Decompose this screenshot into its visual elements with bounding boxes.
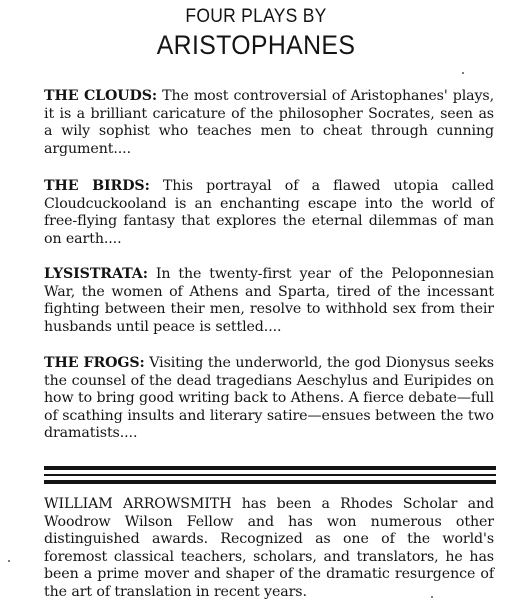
play-description: This portrayal of a flawed utopia called Cloudcuckooland is an enchanting escape into the world of free-flying fantasy that explores the eternal dilemmas of man on earth.... (44, 178, 495, 247)
play-description: The most controversial of Aristophanes' plays, it is a brilliant caricature of the philosopher Socrates, seen as a wily sophist who teaches men to cheat through cunning argument.... (44, 88, 494, 157)
play-name: THE CLOUDS: (44, 88, 158, 104)
divider-rule-bottom (44, 480, 496, 484)
play-entry-clouds (44, 88, 494, 158)
play-entry-frogs (44, 355, 494, 443)
play-name: THE BIRDS: (44, 178, 150, 194)
divider-rule-top (44, 466, 496, 470)
header-title: ARISTOPHANES (156, 30, 356, 60)
play-description: Visiting the underworld, the god Dionysus seeks the counsel of the dead tragedians Aeschylus and Euripides on how to bring good writing back to Athens. A fierce debate—full of scathing insults and literary satire—ensues between the two dramatists.... (44, 355, 494, 442)
translator-bio: WILLIAM ARROWSMITH has been a Rhodes Scholar and Woodrow Wilson Fellow and has won numerous other distinguished awards. Recognized as one of the world's foremost classical teachers, scholars, and translators, he has been a prime mover and shaper of the dramatic resurgence of the art of translation in recent years. (44, 496, 494, 600)
header-subtitle: FOUR PLAYS BY (185, 6, 327, 27)
play-name: LYSISTRATA: (44, 266, 148, 282)
play-entry-birds (44, 178, 494, 248)
print-speck (8, 560, 10, 562)
play-description: In the twenty-first year of the Peloponnesian War, the women of Athens and Sparta, tired of the incessant fighting between their men, resolve to withhold sex from their husbands until peace is settled.... (44, 266, 494, 335)
print-speck (462, 72, 464, 74)
play-entry-lysistrata (44, 266, 494, 336)
print-speck (431, 596, 433, 598)
play-name: THE FROGS: (44, 355, 145, 371)
divider-rule-middle (44, 474, 496, 476)
